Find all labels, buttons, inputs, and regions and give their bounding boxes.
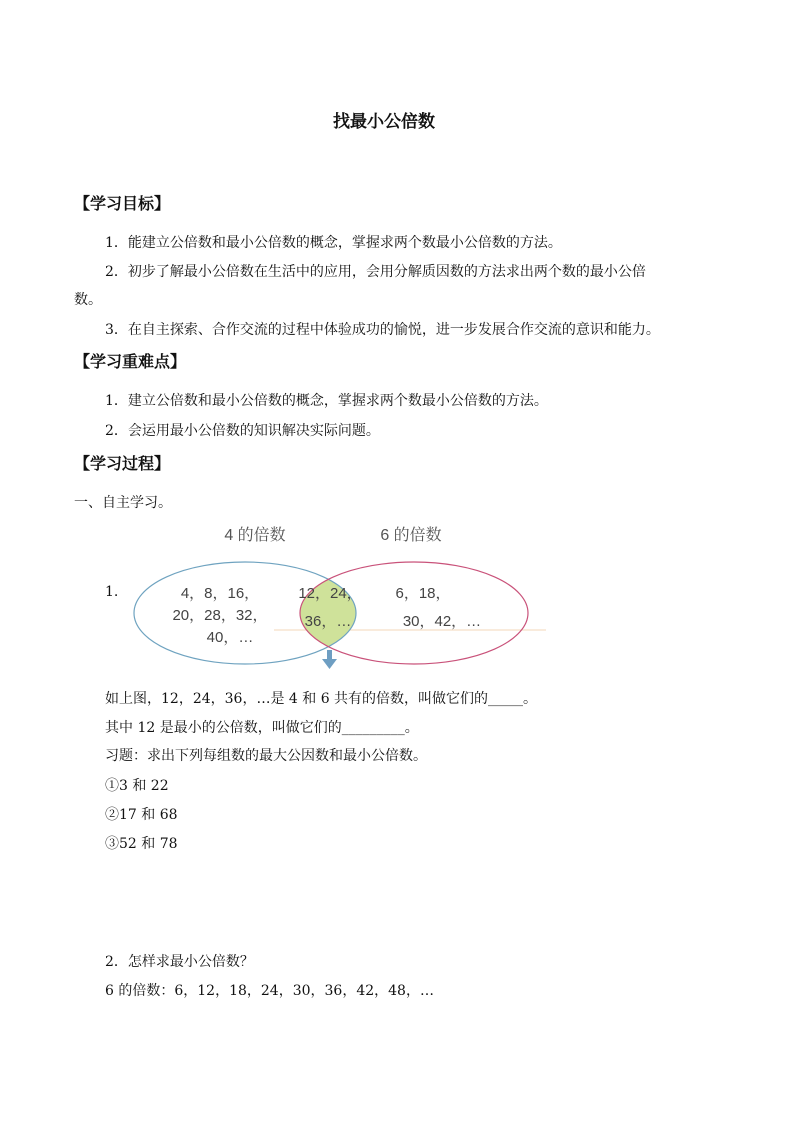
down-arrow-icon [322,659,337,669]
venn-middle-line-1: 12，24， [298,585,362,602]
process-heading: 【学习过程】 [74,454,171,473]
venn-middle-line-2: 36，… [304,613,352,630]
venn-right-title: 6 的倍数 [380,527,442,544]
key-points-heading: 【学习重难点】 [74,352,187,371]
arrow-shaft [327,650,332,660]
venn-right-line-1: 6，18， [395,585,451,602]
exercise-2: ②17 和 68 [105,807,178,823]
question-2: 2．怎样求最小公倍数？ [105,954,254,970]
venn-right-line-2: 30，42，… [402,613,482,630]
exercise-3: ③52 和 78 [105,836,178,852]
venn-left-title: 4 的倍数 [224,527,286,544]
venn-left-line-3: 40，… [206,629,254,646]
section-self-study: 一、自主学习。 [74,495,172,511]
objectives-heading: 【学习目标】 [74,194,171,213]
multiples-of-6-list: 6 的倍数：6，12，18，24，30，36，42，48，… [105,983,434,999]
common-multiple-sentence: 如上图，12，24，36，…是 4 和 6 共有的倍数，叫做它们的_____。 [105,691,538,707]
key-point-1: 1．建立公倍数和最小公倍数的概念，掌握求两个数最小公倍数的方法。 [105,393,548,409]
exercise-intro: 习题：求出下列每组数的最大公因数和最小公倍数。 [105,748,427,764]
key-point-2: 2．会运用最小公倍数的知识解决实际问题。 [105,423,380,439]
venn-diagram [128,516,548,674]
objective-2-continued: 数。 [74,292,102,308]
objective-3: 3．在自主探索、合作交流的过程中体验成功的愉悦，进一步发展合作交流的意识和能力。 [105,322,660,338]
venn-left-line-2: 20，28，32， [172,607,268,624]
objective-2: 2．初步了解最小公倍数在生活中的应用，会用分解质因数的方法求出两个数的最小公倍 [105,264,646,280]
venn-left-line-1: 4，8，16， [180,585,260,602]
page-title: 找最小公倍数 [333,112,435,132]
item-1-number: 1. [105,584,119,600]
objective-1: 1．能建立公倍数和最小公倍数的概念，掌握求两个数最小公倍数的方法。 [105,235,562,251]
exercise-1: ①3 和 22 [105,778,169,794]
lcm-sentence: 其中 12 是最小的公倍数，叫做它们的_________。 [105,720,419,736]
